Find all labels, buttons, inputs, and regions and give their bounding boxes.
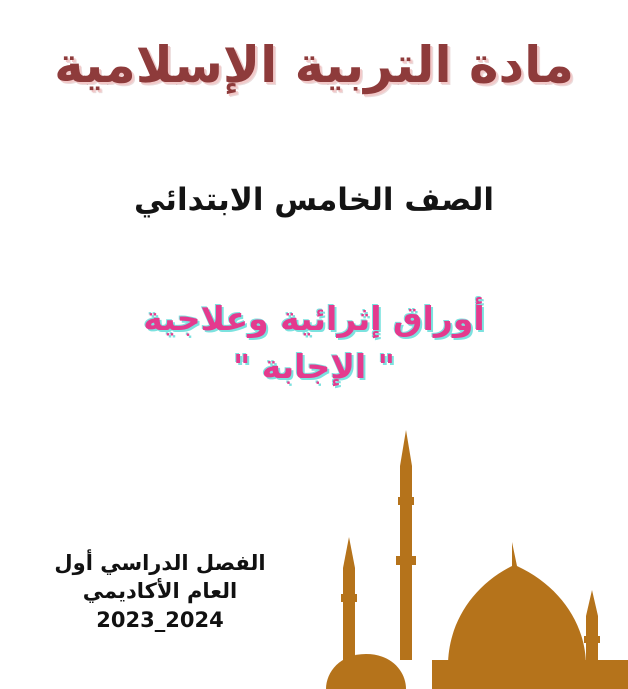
term-label: الفصل الدراسي أول (54, 551, 266, 575)
section-title (0, 295, 628, 391)
page-title: مادة التربية الإسلامية (54, 36, 574, 94)
section-title-line2: " الإجابة " (233, 346, 395, 386)
footer-meta (40, 549, 280, 634)
section-title-line1: أوراق إثرائية وعلاجية (143, 299, 485, 338)
grade-subtitle: الصف الخامس الابتدائي (133, 182, 495, 218)
academic-year-value: 2023_2024 (96, 607, 224, 632)
academic-year-label: العام الأكاديمي (82, 579, 238, 604)
